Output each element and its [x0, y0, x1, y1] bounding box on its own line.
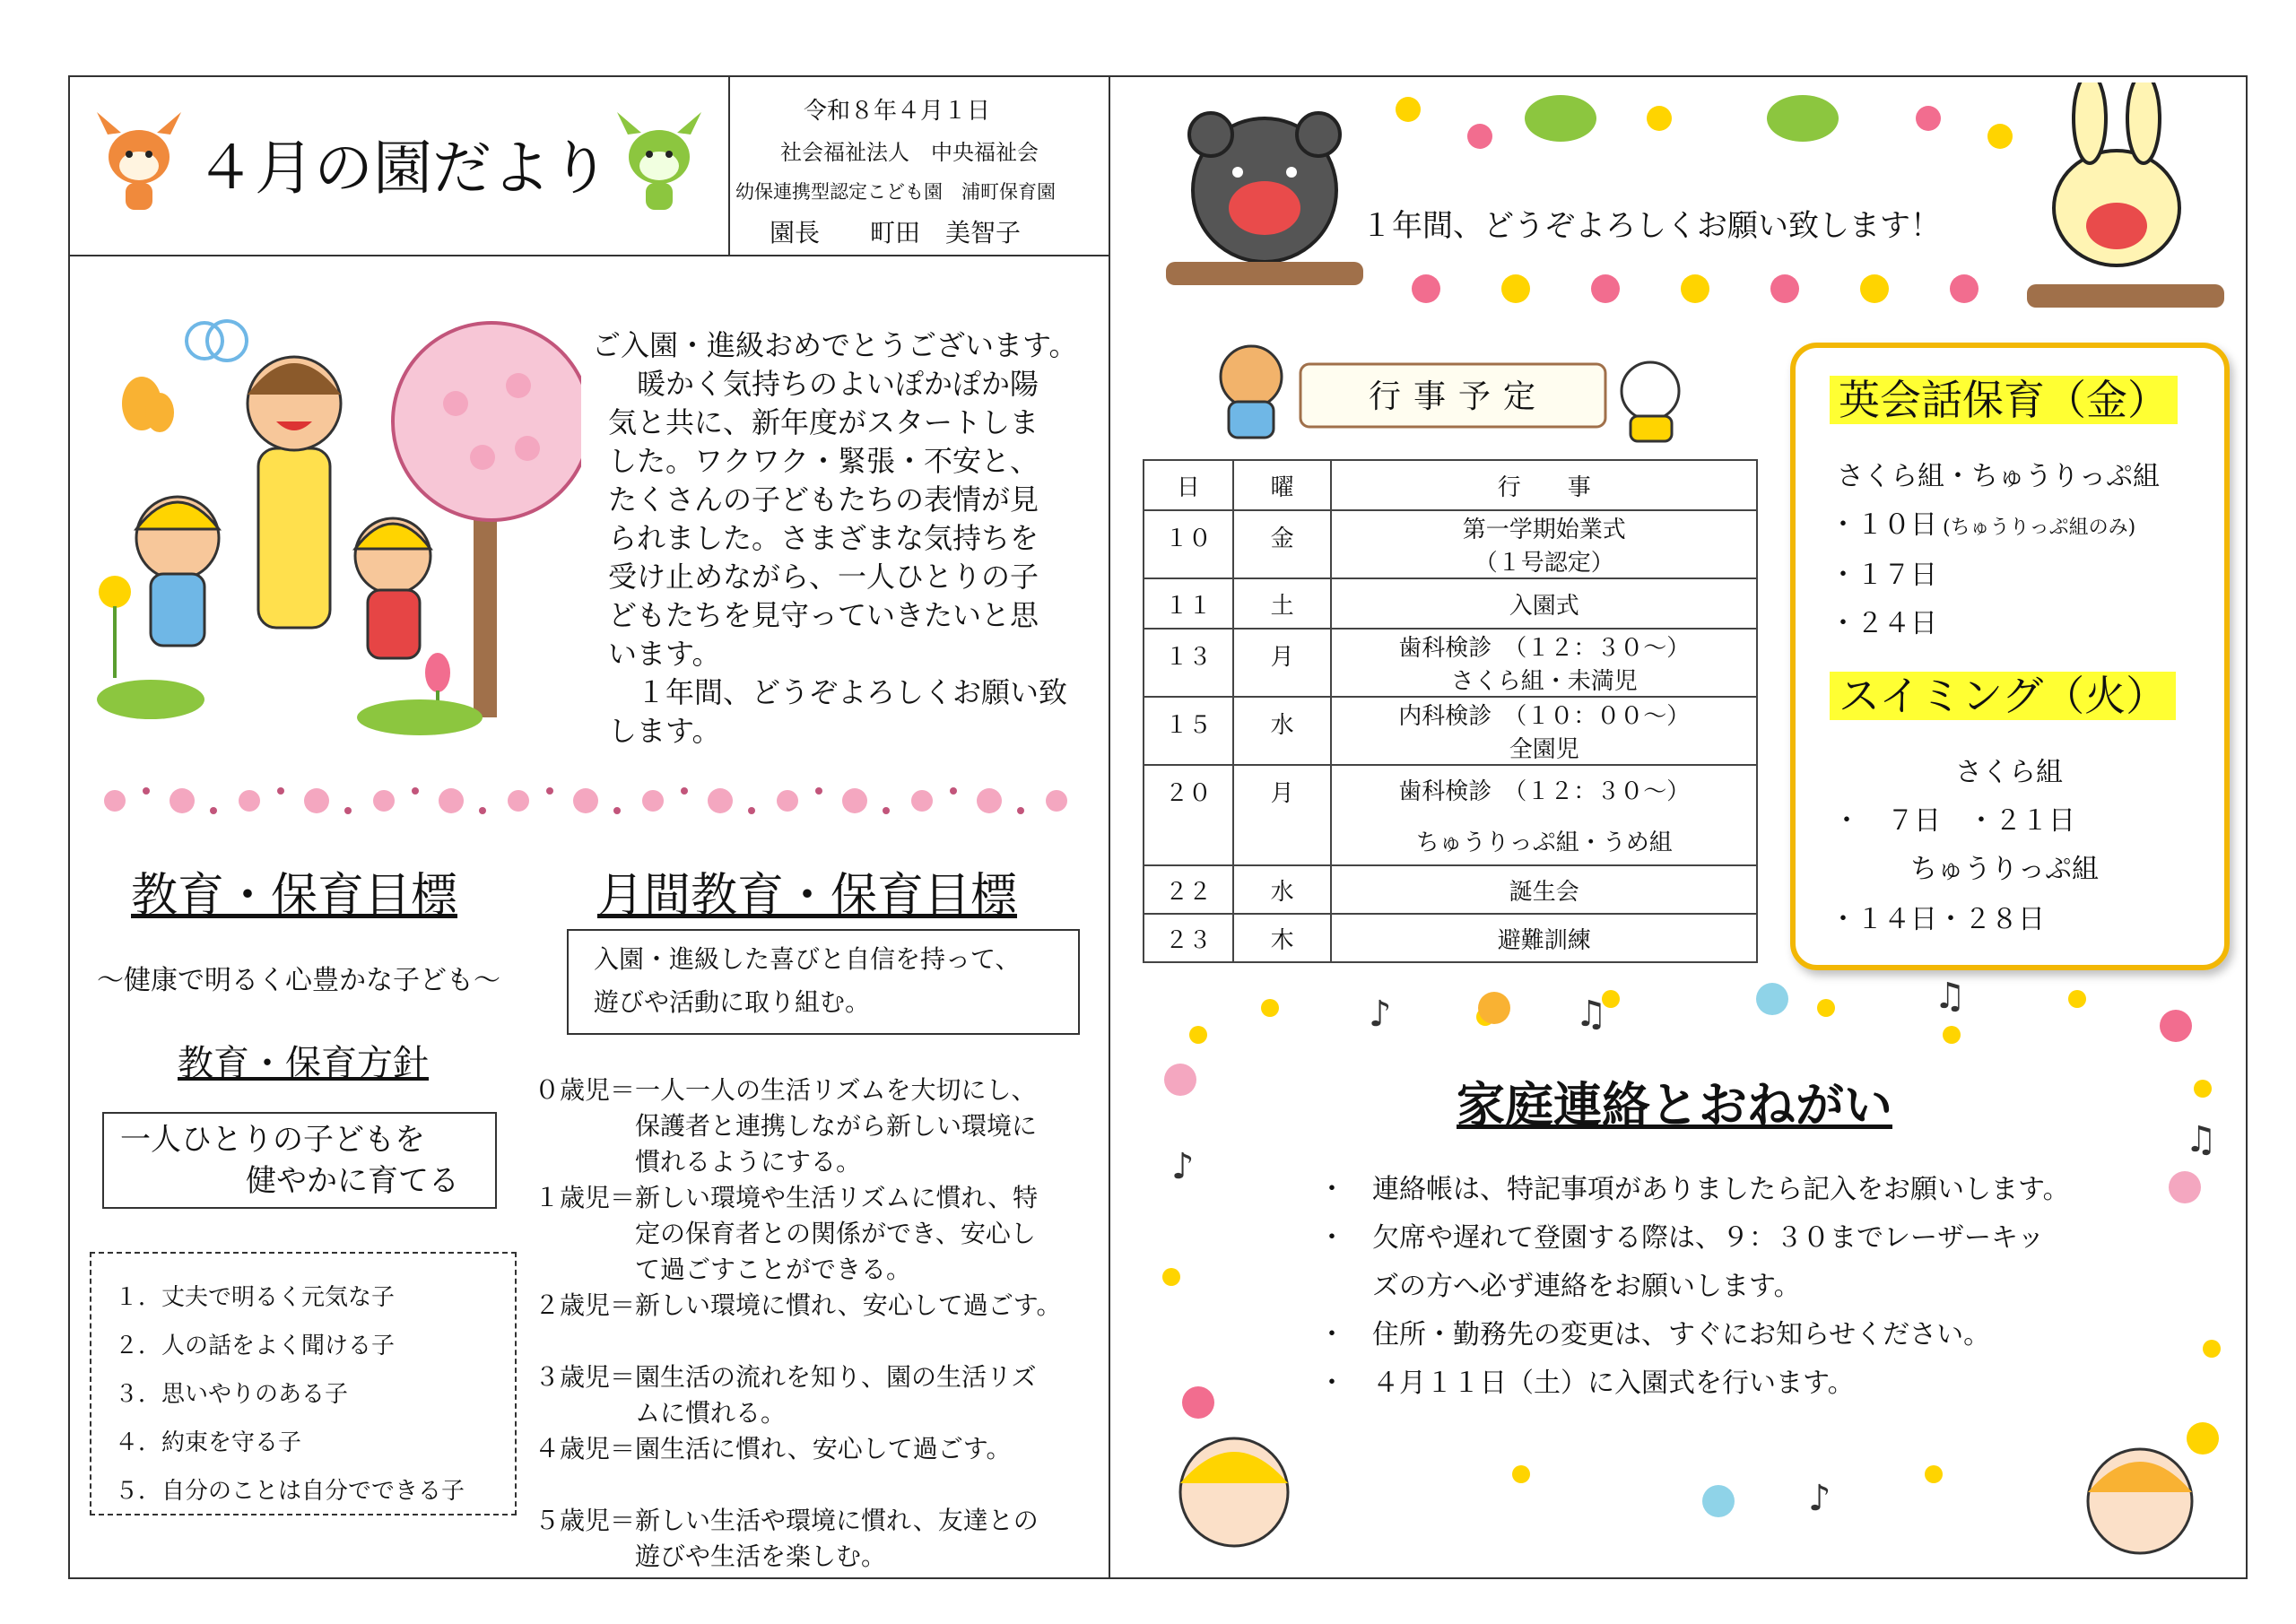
music-note-icon: ♫	[1934, 976, 1966, 1017]
music-note-icon: ♫	[2185, 1119, 2217, 1160]
deer-left-icon	[90, 108, 188, 215]
principal-name: 園長 町田 美智子	[770, 218, 1022, 248]
branch-left-icon	[1166, 262, 1363, 285]
column-header: 行 事	[1331, 460, 1757, 510]
child-left-icon	[136, 497, 219, 646]
greeting-text: ご入園・進級おめでとうございます。 暖かく気持ちのよいぽかぽか陽 気と共に、新年度がスタートしま した。ワクワク・緊張・不安と、 たくさんの子どもたちの表情が見 られました。さまざまな気持ちを 受け止めながら、一人ひとりの子 どもたちを見守っていきたいと思 います。 １年間、どうぞよろしくお願い致 します。	[592, 328, 1078, 748]
swimming-group-2: ちゅうりっぷ組	[1910, 854, 2099, 885]
music-note-icon: ♪	[1171, 1146, 1195, 1187]
english-date-2: ・１７日	[1830, 560, 1937, 591]
table-row: １３ 月 歯科検診 （１２：３０～） さくら組・未満児	[1144, 629, 1757, 697]
schedule-sign-text: 行事予定	[1369, 378, 1549, 415]
table-row: １０ 金 第一学期始業式 （１号認定）	[1144, 510, 1757, 578]
blossom-divider	[97, 778, 1083, 823]
table-row: ２０ 月 歯科検診 （１２：３０～） ちゅうりっぷ組・うめ組	[1144, 765, 1757, 865]
age-goal-3: ３歳児＝ 園生活の流れを知り、園の生活リズ ムに慣れる。	[535, 1362, 1037, 1428]
swimming-group-1: さくら組	[1955, 757, 2063, 788]
banner-text: １年間、どうぞよろしくお願い致します！	[1361, 208, 1941, 244]
list-item: ５．自分のことは自分でできる子	[115, 1478, 465, 1505]
english-heading: 英会話保育（金）	[1830, 368, 2178, 427]
swimming-dates-1: ・ ７日 ・２１日	[1833, 805, 2075, 837]
list-item: ４．約束を守る子	[115, 1429, 302, 1456]
monthly-goal-box: 入園・進級した喜びと自信を持って、 遊びや活動に取り組む。	[567, 929, 1080, 1035]
list-item: ・ 住所・勤務先の変更は、すぐにお知らせください。	[1318, 1319, 1991, 1350]
teacher-icon	[248, 357, 341, 628]
newsletter-title: ４月の園だより	[196, 134, 610, 203]
list-item: ・ ４月１１日（土）に入園式を行います。	[1318, 1368, 1855, 1399]
notices-heading: 家庭連絡とおねがい	[1457, 1077, 1892, 1133]
table-row: ２３ 木 避難訓練	[1144, 914, 1757, 962]
cloud-icon	[187, 321, 247, 360]
rabbit-icon	[2054, 83, 2179, 265]
list-item: ・ 連絡帳は、特記事項がありましたら記入をお願いします。	[1318, 1174, 2070, 1205]
list-item: ・ 欠席や遅れて登園する際は、９：３０までレーザーキッ	[1318, 1222, 2045, 1254]
age-goal-1: １歳児＝ 新しい環境や生活リズムに慣れ、特 定の保育者との関係ができ、安心し て過ごすことができる。	[535, 1183, 1039, 1284]
column-header: 日	[1144, 460, 1233, 510]
english-date-3: ・２４日	[1830, 608, 1937, 639]
header-divider-horizontal	[68, 255, 1109, 256]
bear-small-icon	[1221, 346, 1282, 438]
english-group: さくら組・ちゅうりっぷ組	[1837, 461, 2160, 492]
age-goal-5: ５歳児＝ 新しい生活や環境に慣れ、友達との 遊びや生活を楽しむ。	[535, 1506, 1039, 1571]
policy-box: 一人ひとりの子どもを 健やかに育てる	[102, 1112, 497, 1209]
list-item: １．丈夫で明るく元気な子	[115, 1284, 396, 1311]
swimming-heading: スイミング（火）	[1830, 664, 2176, 723]
table-row: １５ 水 内科検診 （１０：００～） 全園児	[1144, 697, 1757, 765]
music-note-icon: ♪	[1369, 994, 1392, 1035]
policy-heading: 教育・保育方針	[178, 1043, 429, 1084]
flower-icons	[1396, 97, 2013, 303]
table-row: １１ 土 入園式	[1144, 578, 1757, 629]
organization-name: 社会福祉法人 中央福祉会	[780, 140, 1039, 165]
list-item: ズの方へ必ず連絡をお願いします。	[1318, 1271, 1801, 1302]
list-item: ３．思いやりのある子	[115, 1381, 349, 1408]
music-note-icon: ♫	[1575, 994, 1607, 1035]
table-header-row	[1144, 460, 1757, 510]
child-girl-icon	[1180, 1438, 1288, 1546]
issue-date: 令和８年４月１日	[804, 98, 991, 125]
age-goal-0: ０歳児＝ 一人一人の生活リズムを大切にし、 保護者と連携しながら新しい環境に 慣れるようにする。	[535, 1075, 1038, 1177]
center-divider	[1109, 75, 1110, 1579]
bear-icon	[1189, 113, 1340, 262]
music-note-icon: ♪	[1808, 1478, 1831, 1519]
column-header: 曜	[1233, 460, 1332, 510]
table-row: ２２ 水 誕生会	[1144, 865, 1757, 914]
monthly-heading: 月間教育・保育目標	[597, 869, 1018, 923]
list-item: ２．人の話をよく聞ける子	[115, 1333, 396, 1359]
english-date-1: ・１０日 (ちゅうりっぷ組のみ)	[1830, 509, 2136, 541]
bird-icons	[1525, 95, 1839, 142]
goals-subtitle: ～健康で明るく心豊かな子ども～	[97, 965, 500, 996]
spring-kids-illustration	[97, 305, 581, 735]
butterfly-icon	[122, 377, 174, 432]
goals-list	[90, 1252, 517, 1515]
age-goal-2: ２歳児＝ 新しい環境に慣れ、安心して過ごす。	[535, 1290, 1062, 1320]
branch-right-icon	[2027, 284, 2224, 308]
swimming-dates-2: ・１４日・２８日	[1830, 904, 2045, 935]
header-divider-vertical	[728, 75, 730, 255]
age-goals	[535, 1073, 1061, 1575]
child-boy-icon	[2088, 1449, 2192, 1553]
child-right-icon	[355, 518, 430, 658]
deer-right-icon	[610, 108, 709, 215]
age-goal-4: ４歳児＝ 園生活に慣れ、安心して過ごす。	[535, 1434, 1012, 1463]
notices-list	[1318, 1166, 2070, 1408]
goals-heading: 教育・保育目標	[131, 869, 458, 923]
cherry-tree-icon	[393, 323, 581, 717]
schedule-table	[1143, 459, 1758, 963]
school-name: 幼保連携型認定こども園 浦町保育園	[735, 181, 1056, 203]
rabbit-small-icon	[1622, 362, 1679, 441]
